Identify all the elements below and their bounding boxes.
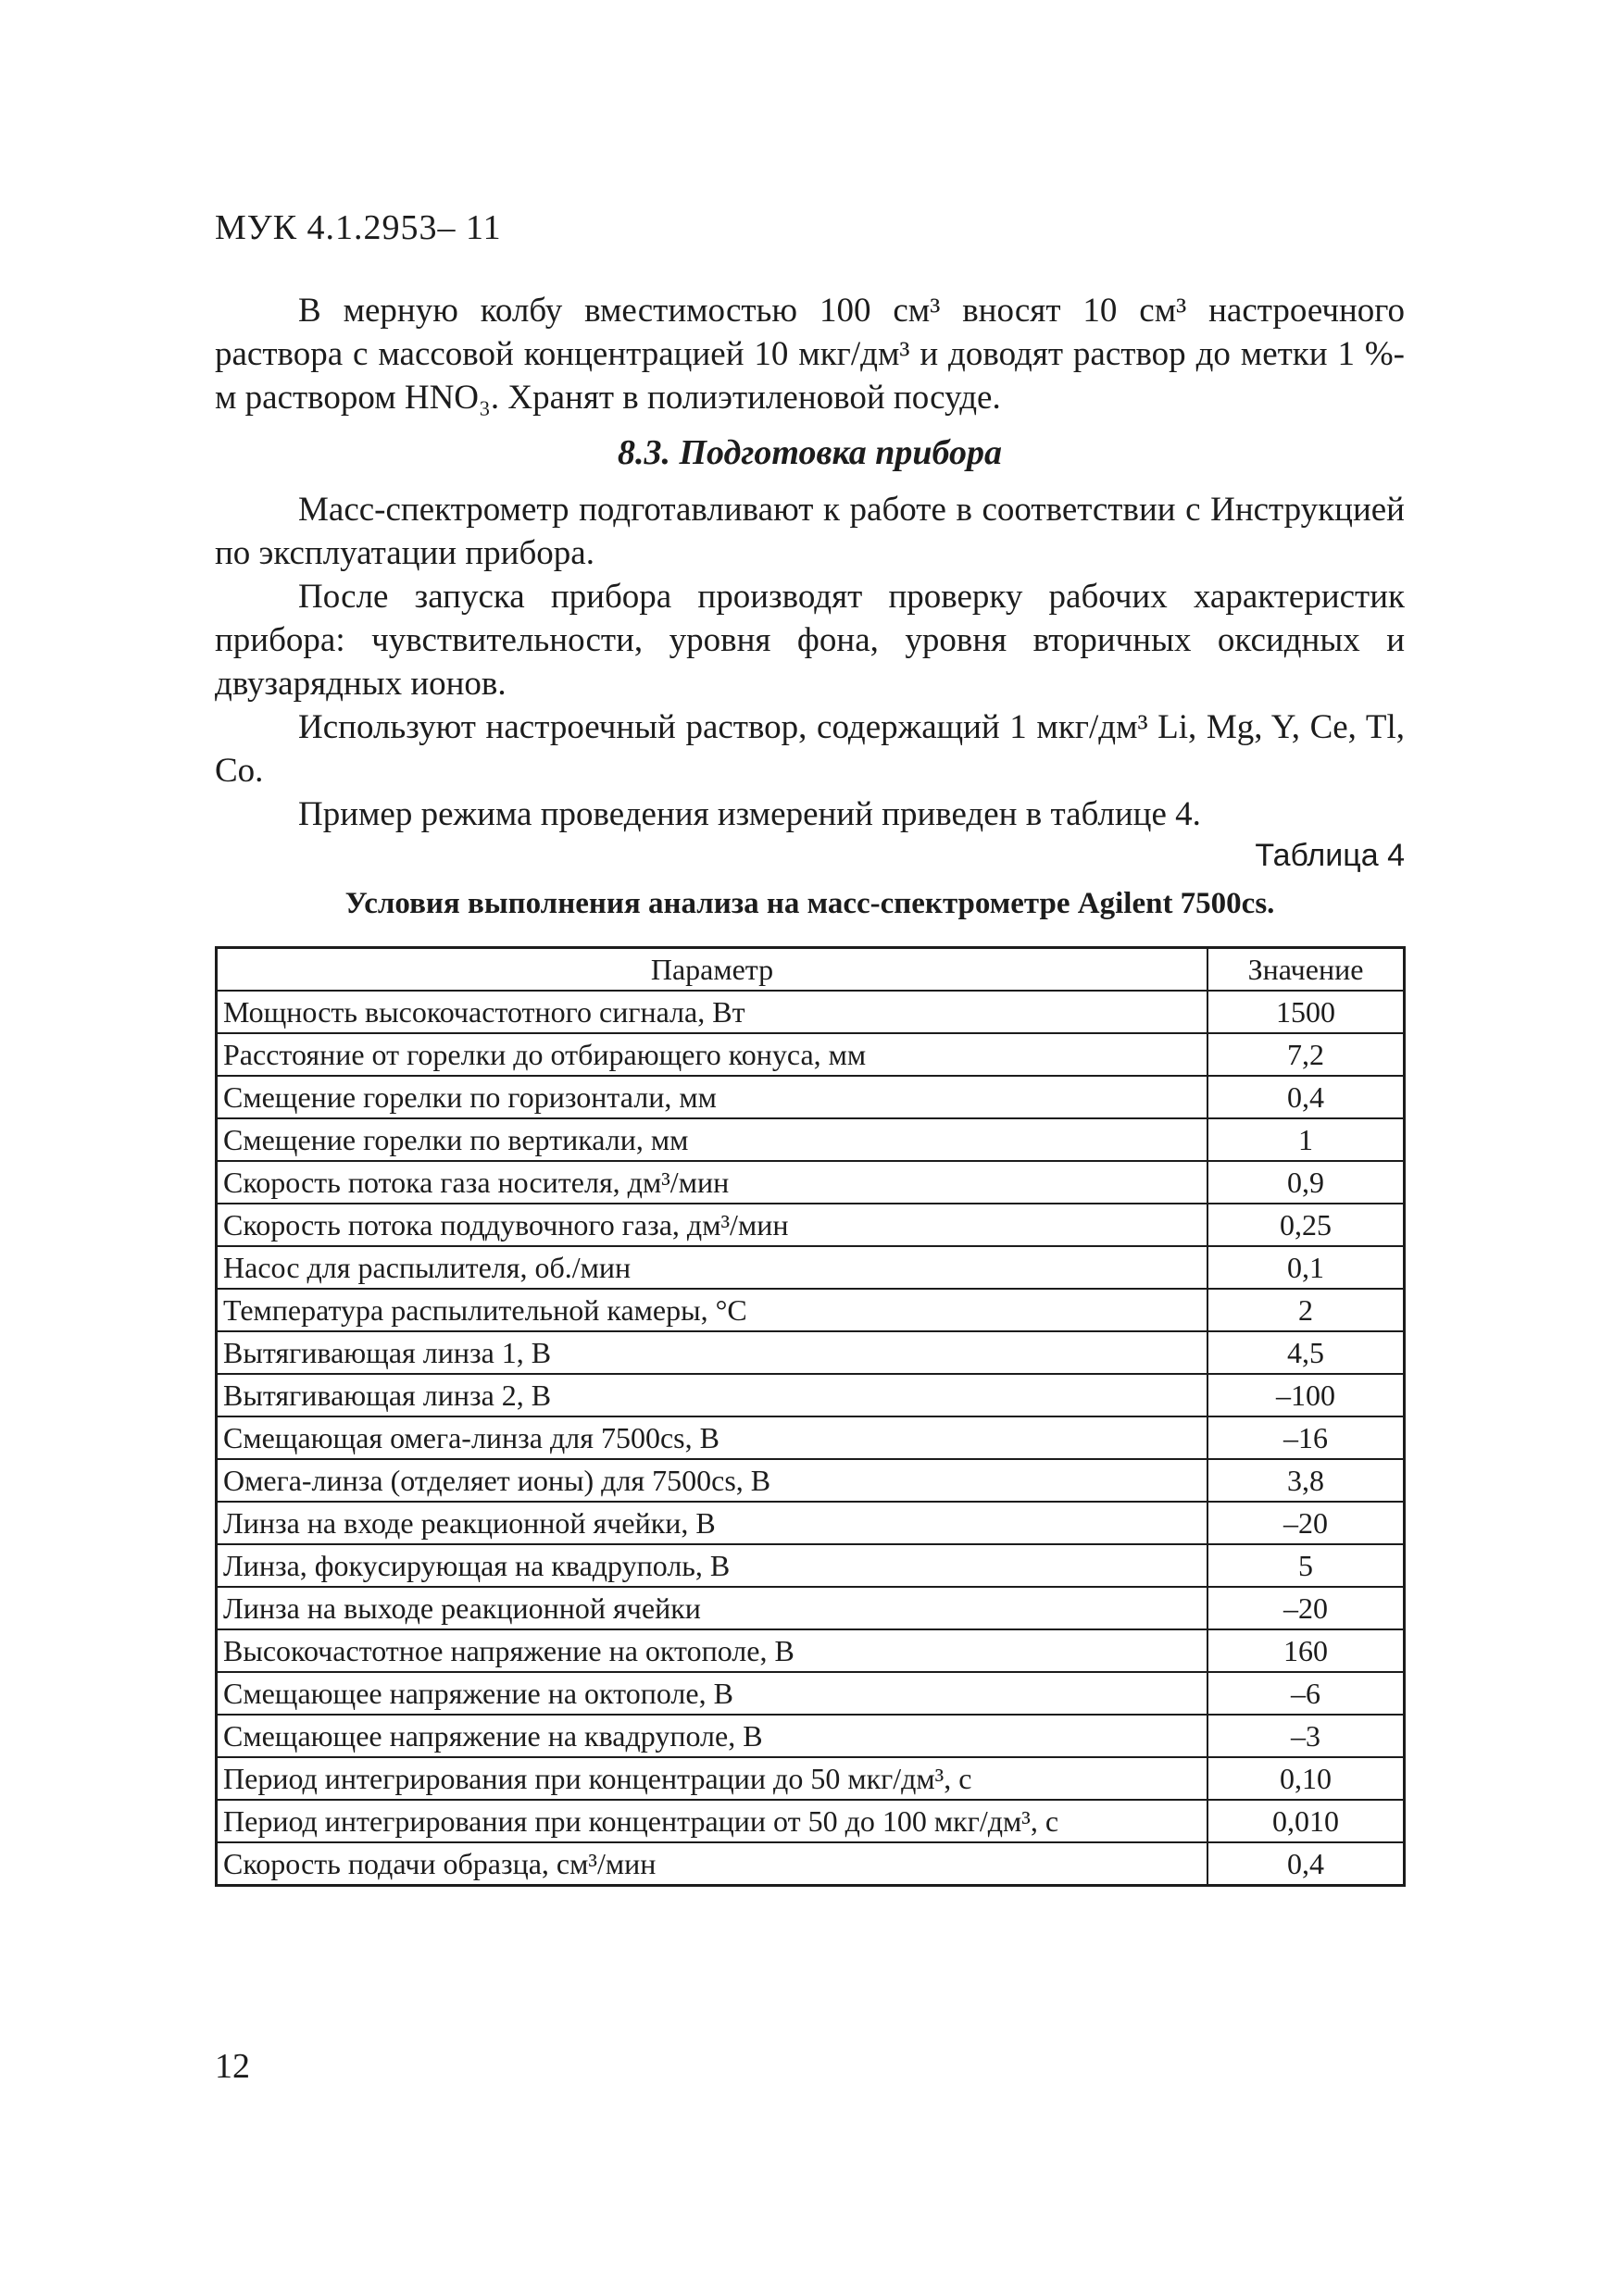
value-cell: 1500 — [1207, 991, 1405, 1033]
paragraph-calibration-solution: В мерную колбу вместимостью 100 см³ вносят 10 см³ настроечного раствора с массовой концентрацией 10 мкг/дм³ и доводят раствор до метки 1 %-м раствором HNO₃. Хранят в полиэтиленовой посуде. — [215, 292, 1405, 417]
value-cell: 0,1 — [1207, 1246, 1405, 1289]
value-cell: –3 — [1207, 1715, 1405, 1757]
parameter-cell: Смещающая омега-линза для 7500cs, В — [217, 1416, 1208, 1459]
table-row — [217, 1118, 1405, 1161]
parameters-table — [215, 946, 1406, 1887]
value-cell: 0,010 — [1207, 1800, 1405, 1842]
parameter-cell: Смещающее напряжение на квадруполе, В — [217, 1715, 1208, 1757]
table-row — [217, 1587, 1405, 1629]
parameter-cell: Скорость потока поддувочного газа, дм³/мин — [217, 1204, 1208, 1246]
table-caption: Условия выполнения анализа на масс-спектрометре Agilent 7500cs. — [344, 887, 1275, 920]
value-cell: –20 — [1207, 1502, 1405, 1544]
table-row — [217, 1374, 1405, 1416]
parameter-cell: Линза, фокусирующая на квадруполь, В — [217, 1544, 1208, 1587]
table-label: Таблица 4 — [1255, 838, 1405, 873]
page-number: 12 — [215, 2047, 250, 2086]
value-cell: 1 — [1207, 1118, 1405, 1161]
parameter-cell: Вытягивающая линза 1, В — [217, 1331, 1208, 1374]
table-row — [217, 1502, 1405, 1544]
table-row — [217, 1033, 1405, 1076]
value-cell: 0,4 — [1207, 1842, 1405, 1886]
value-cell: –20 — [1207, 1587, 1405, 1629]
value-cell: 0,25 — [1207, 1204, 1405, 1246]
value-cell: 0,10 — [1207, 1757, 1405, 1800]
parameter-cell: Мощность высокочастотного сигнала, Вт — [217, 991, 1208, 1033]
column-header-parameter: Параметр — [217, 948, 1208, 992]
value-cell: 0,9 — [1207, 1161, 1405, 1204]
value-cell: 0,4 — [1207, 1076, 1405, 1118]
document-code-header: МУК 4.1.2953– 11 — [215, 208, 502, 247]
value-cell: –6 — [1207, 1672, 1405, 1715]
table-row — [217, 1544, 1405, 1587]
parameter-cell: Высокочастотное напряжение на октополе, В — [217, 1629, 1208, 1672]
parameter-cell: Период интегрирования при концентрации от 50 до 100 мкг/дм³, с — [217, 1800, 1208, 1842]
parameter-cell: Температура распылительной камеры, °С — [217, 1289, 1208, 1331]
value-cell: 2 — [1207, 1289, 1405, 1331]
value-cell: 160 — [1207, 1629, 1405, 1672]
parameter-cell: Расстояние от горелки до отбирающего конуса, мм — [217, 1033, 1208, 1076]
parameter-cell: Период интегрирования при концентрации до 50 мкг/дм³, с — [217, 1757, 1208, 1800]
table-row — [217, 1842, 1405, 1886]
parameter-cell: Омега-линза (отделяет ионы) для 7500cs, В — [217, 1459, 1208, 1502]
table-row — [217, 1672, 1405, 1715]
value-cell: –100 — [1207, 1374, 1405, 1416]
parameter-cell: Линза на входе реакционной ячейки, В — [217, 1502, 1208, 1544]
table-row — [217, 1459, 1405, 1502]
value-cell: 5 — [1207, 1544, 1405, 1587]
paragraph-table-reference: Пример режима проведения измерений приведен в таблице 4. — [298, 795, 1201, 833]
table-row — [217, 1289, 1405, 1331]
table-row — [217, 1246, 1405, 1289]
table-row — [217, 1331, 1405, 1374]
parameter-cell: Смещающее напряжение на октополе, В — [217, 1672, 1208, 1715]
parameter-cell: Смещение горелки по вертикали, мм — [217, 1118, 1208, 1161]
table-row — [217, 991, 1405, 1033]
section-title: 8.3. Подготовка прибора — [617, 433, 1002, 472]
column-header-value: Значение — [1207, 948, 1405, 992]
table-row — [217, 1416, 1405, 1459]
parameter-cell: Скорость потока газа носителя, дм³/мин — [217, 1161, 1208, 1204]
value-cell: 4,5 — [1207, 1331, 1405, 1374]
table-row — [217, 1757, 1405, 1800]
parameter-cell: Линза на выходе реакционной ячейки — [217, 1587, 1208, 1629]
table-row — [217, 1161, 1405, 1204]
table-row — [217, 1800, 1405, 1842]
paragraph-preparation: Масс-спектрометр подготавливают к работе в соответствии с Инструкцией по эксплуатации прибора. — [215, 491, 1405, 572]
paragraph-checks: После запуска прибора производят проверку рабочих характеристик прибора: чувствительности, уровня фона, уровня вторичных оксидных и двузарядных ионов. — [215, 578, 1405, 703]
table-row — [217, 1629, 1405, 1672]
table-header-row — [217, 948, 1405, 992]
table-row — [217, 1715, 1405, 1757]
parameter-cell: Скорость подачи образца, см³/мин — [217, 1842, 1208, 1886]
parameter-cell: Вытягивающая линза 2, В — [217, 1374, 1208, 1416]
value-cell: –16 — [1207, 1416, 1405, 1459]
paragraph-tuning-solution: Используют настроечный раствор, содержащий 1 мкг/дм³ Li, Mg, Y, Ce, Tl, Co. — [215, 708, 1405, 790]
parameter-cell: Насос для распылителя, об./мин — [217, 1246, 1208, 1289]
table-row — [217, 1076, 1405, 1118]
value-cell: 3,8 — [1207, 1459, 1405, 1502]
parameter-cell: Смещение горелки по горизонтали, мм — [217, 1076, 1208, 1118]
value-cell: 7,2 — [1207, 1033, 1405, 1076]
table-row — [217, 1204, 1405, 1246]
